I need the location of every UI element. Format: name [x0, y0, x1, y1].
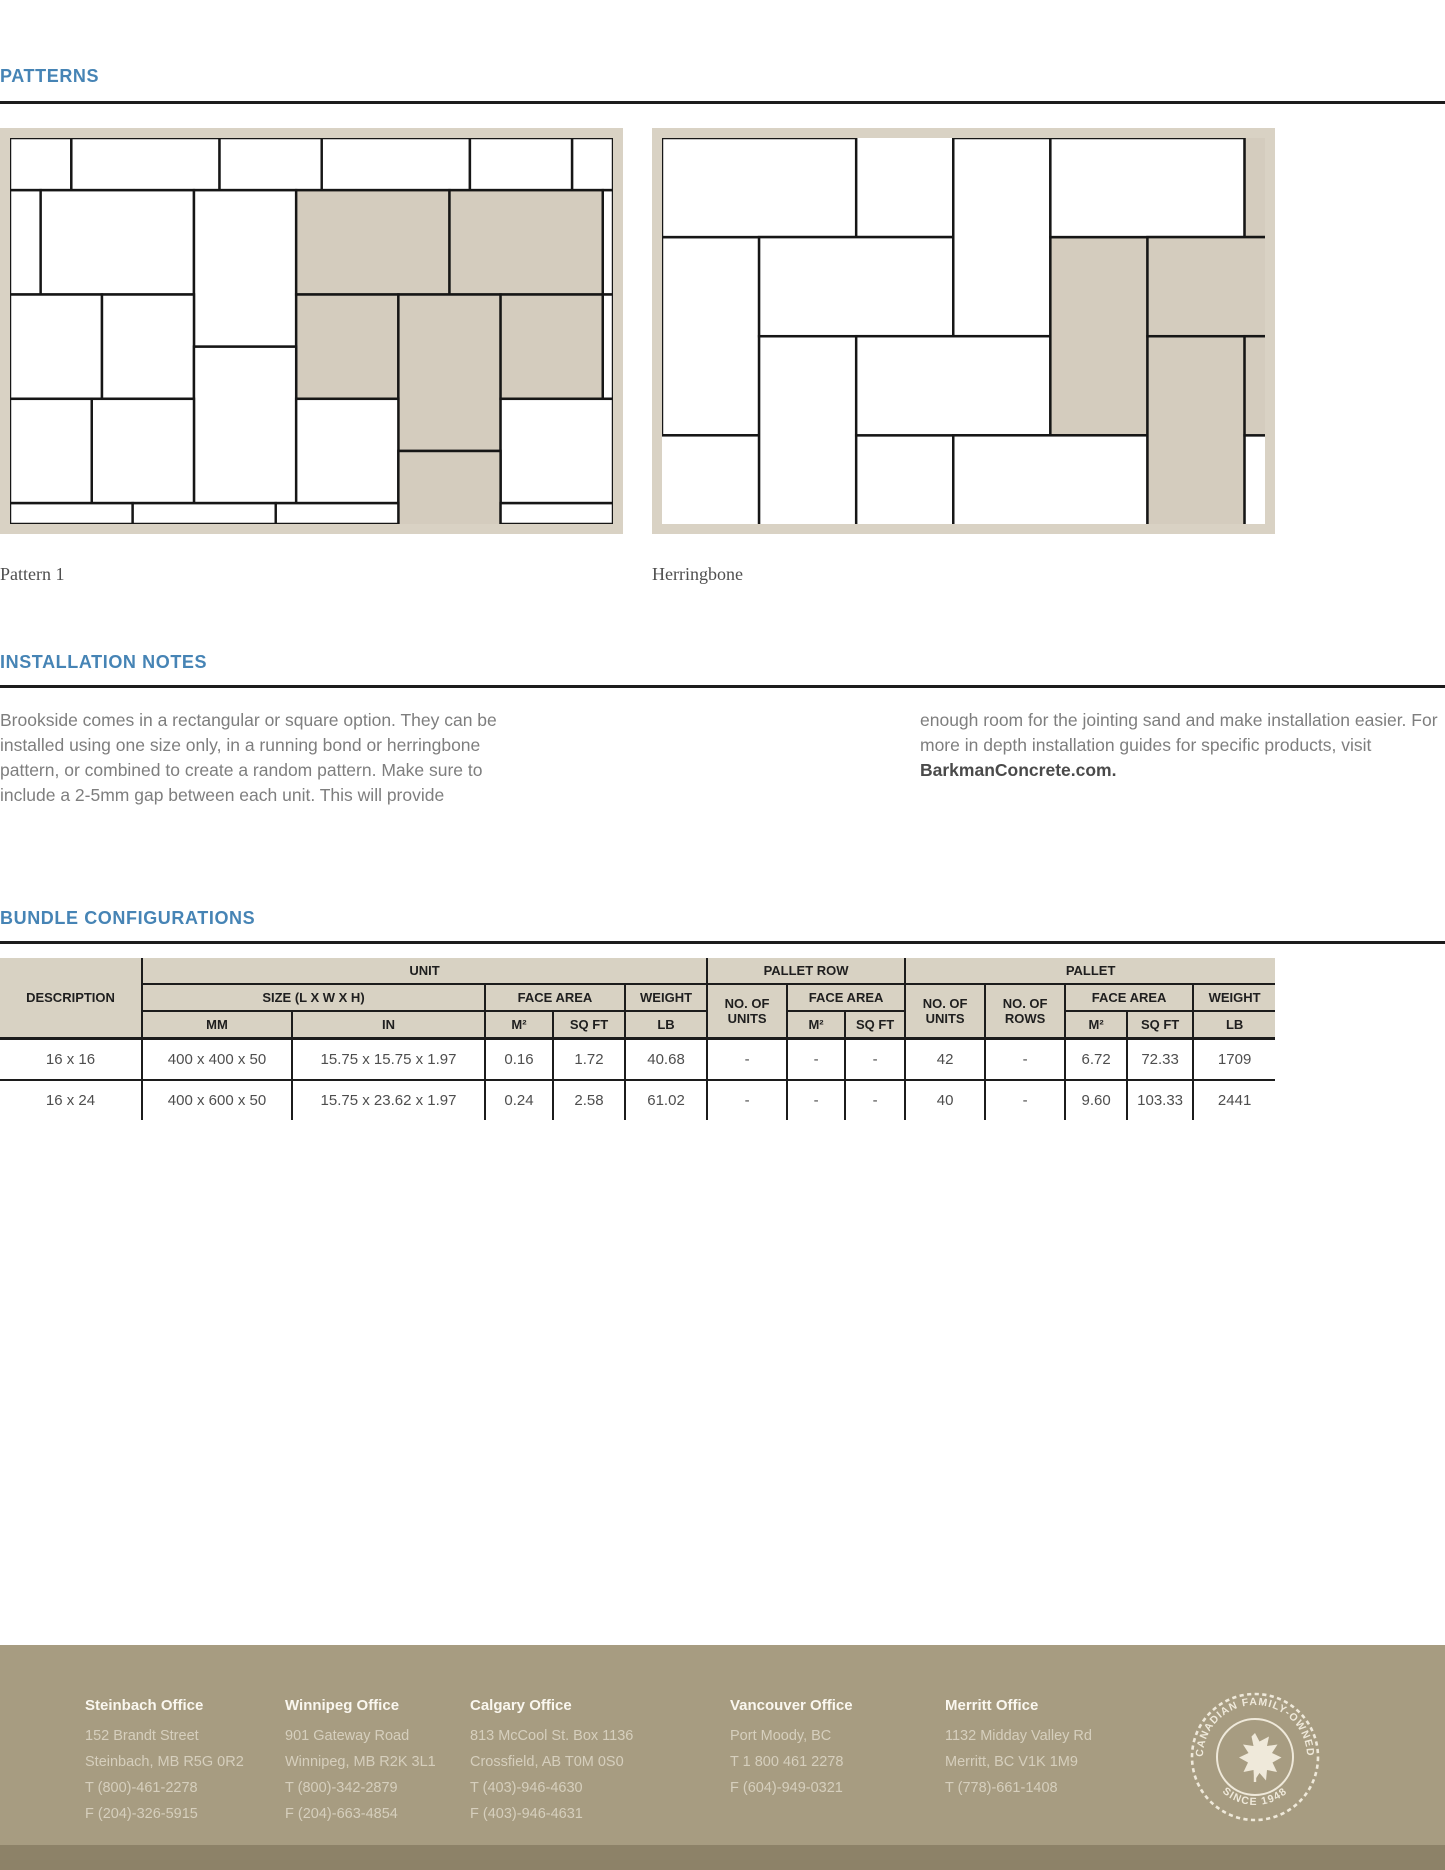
- paver-tile-shaded: [1147, 336, 1244, 524]
- paver-tile: [759, 336, 856, 524]
- table-cell: 0.16: [485, 1039, 553, 1081]
- table-row: [0, 1080, 1275, 1120]
- col-pallet-lb: LB: [1193, 1011, 1275, 1039]
- col-palletrow-units: NO. OF UNITS: [707, 984, 787, 1039]
- table-header: [0, 958, 1275, 1039]
- paver-tile-shaded: [1147, 237, 1265, 336]
- bundle-configurations-section: [0, 908, 1445, 1120]
- pattern-labels: [0, 564, 1445, 585]
- office-detail-line: Winnipeg, MB R2K 3L1: [285, 1754, 436, 1770]
- website-mention: BarkmanConcrete.com.: [920, 760, 1117, 780]
- paver-tile: [10, 503, 133, 524]
- office-detail-line: T (778)-661-1408: [945, 1780, 1058, 1796]
- paver-tile: [856, 435, 953, 524]
- badge-arc-top-text: CANADIAN FAMILY-OWNED: [1193, 1695, 1317, 1758]
- col-pallet-sqft: SQ FT: [1127, 1011, 1193, 1039]
- paver-tile: [10, 399, 92, 503]
- bundle-configurations-table: [0, 958, 1275, 1120]
- herringbone-label: Herringbone: [652, 564, 743, 584]
- installation-notes-body: [0, 708, 1445, 808]
- installation-notes-col2: [920, 708, 1445, 808]
- col-unit-weight: WEIGHT: [625, 984, 707, 1011]
- office-name: Merritt Office: [945, 1697, 1039, 1714]
- table-cell: -: [707, 1039, 787, 1081]
- col-unit-m2: M²: [485, 1011, 553, 1039]
- table-cell: -: [845, 1080, 905, 1120]
- paver-tile: [1245, 435, 1265, 524]
- table-cell: 400 x 600 x 50: [142, 1080, 292, 1120]
- table-body: [0, 1039, 1275, 1121]
- col-palletrow-sqft: SQ FT: [845, 1011, 905, 1039]
- installation-notes-heading: INSTALLATION NOTES: [0, 652, 208, 672]
- paver-tile: [220, 138, 322, 190]
- installation-notes-rule: [0, 685, 1445, 688]
- office-name: Winnipeg Office: [285, 1697, 400, 1714]
- office-detail-line: Steinbach, MB R5G 0R2: [85, 1754, 244, 1770]
- table-cell: 103.33: [1127, 1080, 1193, 1120]
- paver-tile: [41, 190, 194, 294]
- col-unit-lb: LB: [625, 1011, 707, 1039]
- pattern-diagrams: [0, 128, 1445, 534]
- col-pallet-m2: M²: [1065, 1011, 1127, 1039]
- bundle-configurations-heading: BUNDLE CONFIGURATIONS: [0, 908, 256, 928]
- col-mm: MM: [142, 1011, 292, 1039]
- office-detail-line: 152 Brandt Street: [85, 1728, 199, 1744]
- col-unit-face-area: FACE AREA: [485, 984, 625, 1011]
- paver-tile: [71, 138, 219, 190]
- paver-tile: [194, 347, 296, 503]
- paver-tile: [10, 294, 102, 398]
- office-detail-line: Merritt, BC V1K 1M9: [945, 1754, 1078, 1770]
- col-pallet-weight: WEIGHT: [1193, 984, 1275, 1011]
- col-description: DESCRIPTION: [0, 958, 142, 1039]
- paver-tile: [501, 503, 613, 524]
- paver-tile: [856, 336, 1050, 435]
- office-detail-line: T 1 800 461 2278: [730, 1754, 844, 1770]
- office-detail-line: 901 Gateway Road: [285, 1728, 410, 1744]
- office-column: [945, 1697, 1145, 1801]
- group-unit: UNIT: [142, 958, 707, 984]
- table-cell: 72.33: [1127, 1039, 1193, 1081]
- table-cell: -: [845, 1039, 905, 1081]
- table-cell: 1709: [1193, 1039, 1275, 1081]
- bundle-configurations-rule: [0, 941, 1445, 944]
- paver-tile-shaded: [449, 190, 602, 294]
- table-cell: 15.75 x 23.62 x 1.97: [292, 1080, 485, 1120]
- table-cell: 400 x 400 x 50: [142, 1039, 292, 1081]
- table-cell: 6.72: [1065, 1039, 1127, 1081]
- badge-arc-bottom-text: SINCE 1948: [1220, 1785, 1290, 1809]
- table-cell: 2441: [1193, 1080, 1275, 1120]
- office-detail-line: F (604)-949-0321: [730, 1780, 843, 1796]
- paver-tile-shaded: [296, 294, 398, 398]
- paver-tile: [501, 399, 613, 503]
- col-palletrow-face-area: FACE AREA: [787, 984, 905, 1011]
- paver-tile: [953, 435, 1147, 524]
- office-detail-line: Crossfield, AB T0M 0S0: [470, 1754, 624, 1770]
- paver-tile-shaded: [398, 451, 500, 524]
- herringbone-diagram: [662, 138, 1265, 524]
- office-detail-line: T (800)-342-2879: [285, 1780, 398, 1796]
- pattern1-label: Pattern 1: [0, 564, 65, 584]
- paver-tile: [102, 294, 194, 398]
- svg-text:SINCE 1948: [1220, 1785, 1290, 1808]
- paver-tile: [92, 399, 194, 503]
- paver-tile: [194, 190, 296, 346]
- patterns-heading: PATTERNS: [0, 66, 100, 86]
- paver-tile: [662, 237, 759, 435]
- paver-tile: [10, 190, 41, 294]
- table-cell: 16 x 24: [0, 1080, 142, 1120]
- paver-tile: [322, 138, 470, 190]
- office-column: [470, 1697, 670, 1827]
- office-detail-line: 813 McCool St. Box 1136: [470, 1728, 634, 1744]
- col-pallet-face-area: FACE AREA: [1065, 984, 1193, 1011]
- office-detail-line: T (800)-461-2278: [85, 1780, 198, 1796]
- col-in: IN: [292, 1011, 485, 1039]
- col-pallet-rows: NO. OF ROWS: [985, 984, 1065, 1039]
- col-unit-sqft: SQ FT: [553, 1011, 625, 1039]
- paver-tile: [603, 294, 613, 398]
- herringbone-panel: [652, 128, 1275, 534]
- paver-tile-shaded: [1245, 336, 1265, 435]
- office-detail-line: F (403)-946-4631: [470, 1806, 583, 1822]
- maple-leaf-icon: [1239, 1733, 1282, 1782]
- office-name: Steinbach Office: [85, 1697, 204, 1714]
- office-detail-line: Port Moody, BC: [730, 1728, 832, 1744]
- pattern1-panel: [0, 128, 623, 534]
- paver-tile: [1050, 138, 1244, 237]
- table-cell: -: [707, 1080, 787, 1120]
- table-cell: 61.02: [625, 1080, 707, 1120]
- office-column: [730, 1697, 930, 1801]
- paver-tile: [276, 503, 399, 524]
- office-detail-line: T (403)-946-4630: [470, 1780, 583, 1796]
- installation-notes-section: [0, 652, 1445, 808]
- patterns-section: [0, 66, 1445, 585]
- table-cell: 9.60: [1065, 1080, 1127, 1120]
- table-cell: -: [985, 1039, 1065, 1081]
- paver-tile-shaded: [501, 294, 603, 398]
- paver-tile: [296, 399, 398, 503]
- table-cell: -: [787, 1039, 845, 1081]
- paver-tile: [662, 435, 759, 524]
- group-pallet-row: PALLET ROW: [707, 958, 905, 984]
- table-cell: -: [787, 1080, 845, 1120]
- table-cell: 0.24: [485, 1080, 553, 1120]
- table-cell: 15.75 x 15.75 x 1.97: [292, 1039, 485, 1081]
- paver-tile-shaded: [296, 190, 449, 294]
- paver-tile: [572, 138, 613, 190]
- office-column: [85, 1697, 285, 1827]
- table-cell: 16 x 16: [0, 1039, 142, 1081]
- table-row: [0, 1039, 1275, 1081]
- col-palletrow-m2: M²: [787, 1011, 845, 1039]
- paver-tile: [953, 138, 1050, 336]
- office-detail-line: F (204)-663-4854: [285, 1806, 398, 1822]
- col-pallet-units: NO. OF UNITS: [905, 984, 985, 1039]
- paver-tile-shaded: [398, 294, 500, 450]
- table-cell: 2.58: [553, 1080, 625, 1120]
- office-name: Calgary Office: [470, 1697, 572, 1714]
- paver-tile: [133, 503, 276, 524]
- patterns-rule: [0, 101, 1445, 104]
- paver-tile-shaded: [1245, 138, 1265, 237]
- office-column: [285, 1697, 485, 1827]
- table-cell: 1.72: [553, 1039, 625, 1081]
- paver-tile: [10, 138, 71, 190]
- canadian-family-owned-badge: [1185, 1687, 1325, 1827]
- paver-tile: [856, 138, 953, 237]
- paver-tile: [662, 138, 856, 237]
- pattern1-diagram: [10, 138, 613, 524]
- group-pallet: PALLET: [905, 958, 1275, 984]
- paver-tile: [759, 237, 953, 336]
- table-cell: 40.68: [625, 1039, 707, 1081]
- office-name: Vancouver Office: [730, 1697, 853, 1714]
- installation-notes-col1: Brookside comes in a rectangular or square option. They can be installed using one size only, in a running bond or herringbone pattern, or combined to create a random pattern. Make sure to include a 2-5mm gap between each unit. This will provide: [0, 710, 497, 805]
- col-size: SIZE (L X W X H): [142, 984, 485, 1011]
- paver-tile: [603, 190, 613, 294]
- paver-tile: [470, 138, 572, 190]
- footer-bottom-strip: [0, 1845, 1445, 1870]
- table-cell: -: [985, 1080, 1065, 1120]
- paver-tile-shaded: [1050, 237, 1147, 435]
- table-cell: 40: [905, 1080, 985, 1120]
- installation-notes-col2-text: enough room for the jointing sand and make installation easier. For more in depth installation guides for specific products, visit: [920, 710, 1438, 755]
- office-detail-line: F (204)-326-5915: [85, 1806, 198, 1822]
- table-cell: 42: [905, 1039, 985, 1081]
- footer: [0, 1645, 1445, 1870]
- office-detail-line: 1132 Midday Valley Rd: [945, 1728, 1092, 1744]
